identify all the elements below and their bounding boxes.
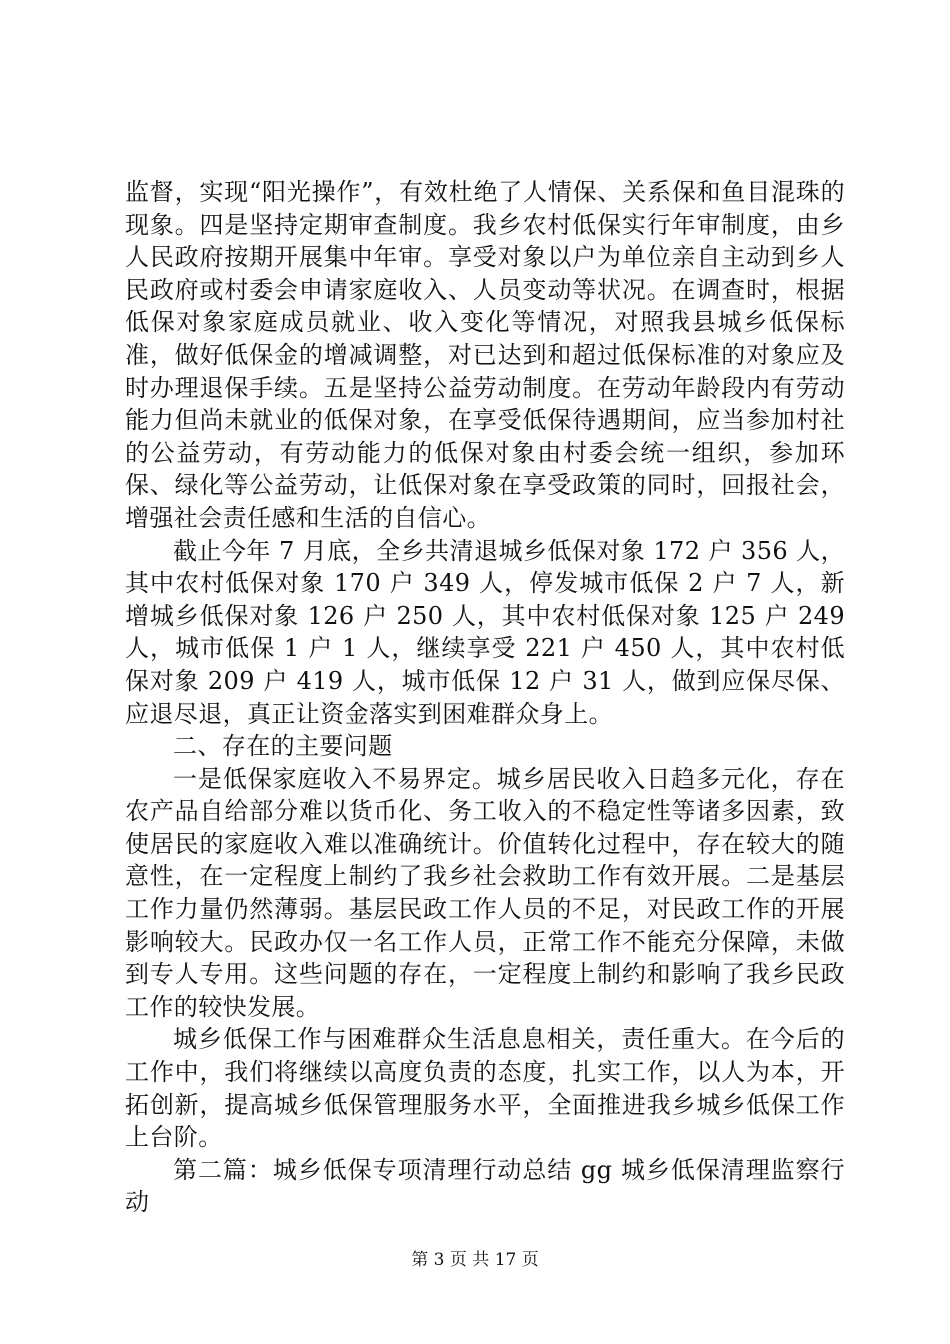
paragraph-conclusion: 城乡低保工作与困难群众生活息息相关，责任重大。在今后的工作中，我们将继续以高度负责的态度，扎实工作，以人为本，开拓创新，提高城乡低保管理服务水平，全面推进我乡城乡低保工作上台阶。: [125, 1025, 845, 1152]
section-heading-problems: 二、存在的主要问题: [173, 732, 393, 761]
paragraph-problems: 一是低保家庭收入不易界定。城乡居民收入日趋多元化，存在农产品自给部分难以货币化、务工收入的不稳定性等诸多因素，致使居民的家庭收入难以准确统计。价值转化过程中，存在较大的随意性，在一定程度上制约了我乡社会救助工作有效开展。二是基层工作力量仍然薄弱。基层民政工作人员的不足，对民政工作的开展影响较大。民政办仅一名工作人员，正常工作不能充分保障，未做到专人专用。这些问题的存在，一定程度上制约和影响了我乡民政工作的较快发展。: [125, 764, 845, 1021]
document-body: [125, 176, 845, 1219]
paragraph-statistics: 截止今年 7 月底，全乡共清退城乡低保对象 172 户 356 人，其中农村低保对象 170 户 349 人，停发城市低保 2 户 7 人，新增城乡低保对象 126 户 250 人，其中农村低保对象 125 户 249 人，城市低保 1 户 1 人，继续享受 221 户 450 人，其中农村低保对象 209 户 419 人，城市低保 12 户 31 人，做到应保尽保、应退尽退，真正让资金落实到困难群众身上。: [125, 536, 845, 728]
paragraph-supervision-continued: 监督，实现“阳光操作”，有效杜绝了人情保、关系保和鱼目混珠的现象。四是坚持定期审查制度。我乡农村低保实行年审制度，由乡人民政府按期开展集中年审。享受对象以户为单位亲自主动到乡人民政府或村委会申请家庭收入、人员变动等状况。在调查时，根据低保对象家庭成员就业、收入变化等情况，对照我县城乡低保标准，做好低保金的增减调整，对已达到和超过低保标准的对象应及时办理退保手续。五是坚持公益劳动制度。在劳动年龄段内有劳动能力但尚未就业的低保对象，在享受低保待遇期间，应当参加村社的公益劳动，有劳动能力的低保对象由村委会统一组织，参加环保、绿化等公益劳动，让低保对象在享受政策的同时，回报社会，增强社会责任感和生活的自信心。: [125, 178, 845, 532]
page-number-footer: 第 3 页 共 17 页: [411, 1250, 539, 1270]
next-article-title: 第二篇：城乡低保专项清理行动总结 gg 城乡低保清理监察行动: [125, 1155, 845, 1217]
